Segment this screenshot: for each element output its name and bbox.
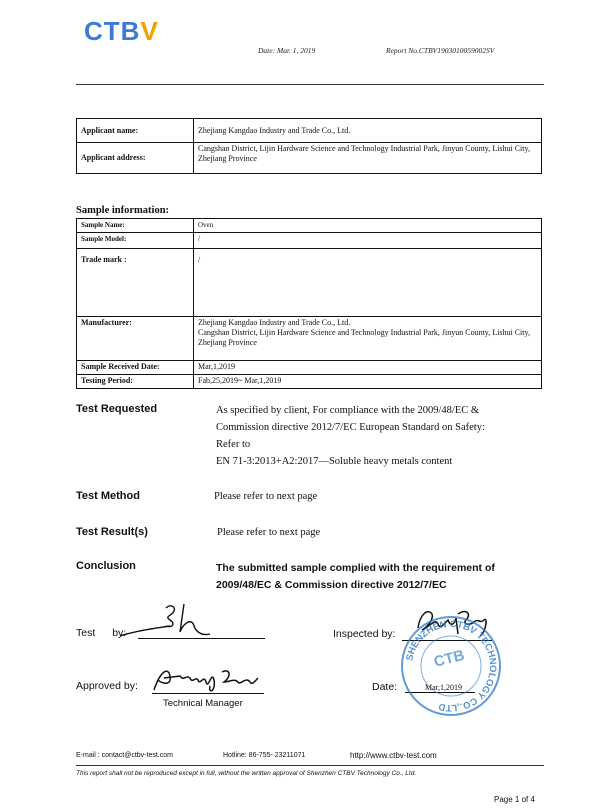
conclusion-line1: The submitted sample complied with the requirement of [216, 562, 495, 574]
conclusion-text [216, 560, 495, 594]
applicant-address-row [77, 143, 542, 174]
applicant-table [76, 118, 542, 174]
received-date-row [77, 361, 542, 375]
test-requested-line2: Commission directive 2012/7/EC European Standard on Safety: [216, 422, 485, 433]
approver-title: Technical Manager [163, 698, 243, 709]
footer-disclaimer: This report shall not be reproduced except in full, without the written approval of Shenzhen CTBV Technology Co., Ltd. [76, 770, 417, 777]
testing-period-label: Testing Period: [77, 375, 194, 389]
page-number: Page 1 of 4 [494, 795, 535, 804]
stamp-logo-text: CTB [432, 646, 467, 671]
conclusion-line2: 2009/48/EC & Commission directive 2012/7/EC [216, 579, 447, 591]
signed-date: Mar,1,2019 [425, 683, 463, 692]
approver-signature [150, 662, 260, 696]
approved-by-label: Approved by: [76, 680, 138, 692]
report-date: Date: Mar. 1, 2019 [258, 46, 316, 55]
sample-model-value: / [194, 233, 542, 249]
test-results-label: Test Result(s) [76, 526, 148, 538]
trademark-value: / [194, 249, 542, 317]
inspected-by-label: Inspected by: [333, 628, 396, 640]
sample-model-label: Sample Model: [77, 233, 194, 249]
received-date-value: Mar,1,2019 [194, 361, 542, 375]
applicant-name-row [77, 119, 542, 143]
logo-accent: V [140, 16, 159, 46]
testing-period-row [77, 375, 542, 389]
test-requested-line3: Refer to [216, 439, 251, 450]
footer-hotline: Hotline: 86-755- 23211071 [223, 752, 306, 759]
trademark-row [77, 249, 542, 317]
test-label: Test [76, 627, 96, 639]
date-label: Date: [372, 681, 398, 693]
sample-name-value: Oven [194, 219, 542, 233]
manufacturer-label: Manufacturer: [77, 317, 194, 361]
manufacturer-name: Zhejiang Kangdao Industry and Trade Co., Ltd. [198, 318, 351, 327]
applicant-name-label: Applicant name: [77, 119, 194, 143]
report-number: Report No.CTBV1903010059002SV [386, 46, 495, 55]
footer-divider [76, 765, 544, 766]
sample-name-row [77, 219, 542, 233]
test-requested-text [216, 402, 485, 470]
company-stamp [400, 615, 502, 717]
company-logo [84, 16, 159, 47]
applicant-name-value: Zhejiang Kangdao Industry and Trade Co., Ltd. [194, 119, 542, 143]
test-requested-line1: As specified by client, For compliance with the 2009/48/EC & [216, 405, 480, 416]
trademark-label: Trade mark : [77, 249, 194, 317]
header-divider [76, 84, 544, 85]
sample-model-row [77, 233, 542, 249]
received-date-label: Sample Received Date: [77, 361, 194, 375]
manufacturer-value [194, 317, 542, 361]
sample-table [76, 218, 542, 389]
stamp-text: SHENZHEN CTBV TECHNOLOGY CO.,LTD [404, 618, 499, 714]
manufacturer-row [77, 317, 542, 361]
footer-website[interactable]: http://www.ctbv-test.com [350, 751, 437, 760]
applicant-address-label: Applicant address: [77, 143, 194, 174]
tester-signature [118, 602, 228, 644]
test-method-label: Test Method [76, 490, 140, 502]
testing-period-value: Fab,25,2019~ Mar,1,2019 [194, 375, 542, 389]
test-results-value: Please refer to next page [217, 527, 321, 538]
applicant-address-value: Cangshan District, Lijin Hardware Science and Technology Industrial Park, Jinyun County, Lishui City, Zhejiang Province [194, 143, 542, 174]
by-label: by: [112, 627, 127, 639]
test-method-value: Please refer to next page [214, 491, 318, 502]
test-requested-label: Test Requested [76, 403, 158, 415]
sample-section-title: Sample information: [76, 205, 170, 216]
test-requested-line4: EN 71-3:2013+A2:2017—Soluble heavy metals content [216, 456, 453, 467]
logo-text: CTB [84, 16, 141, 46]
manufacturer-address: Cangshan District, Lijin Hardware Science and Technology Industrial Park, Jinyun County, Lishui City, Zhejiang Province [198, 328, 530, 347]
footer-email: E-mail : contact@ctbv-test.com [76, 752, 173, 759]
conclusion-label: Conclusion [76, 560, 136, 572]
sample-name-label: Sample Name: [77, 219, 194, 233]
